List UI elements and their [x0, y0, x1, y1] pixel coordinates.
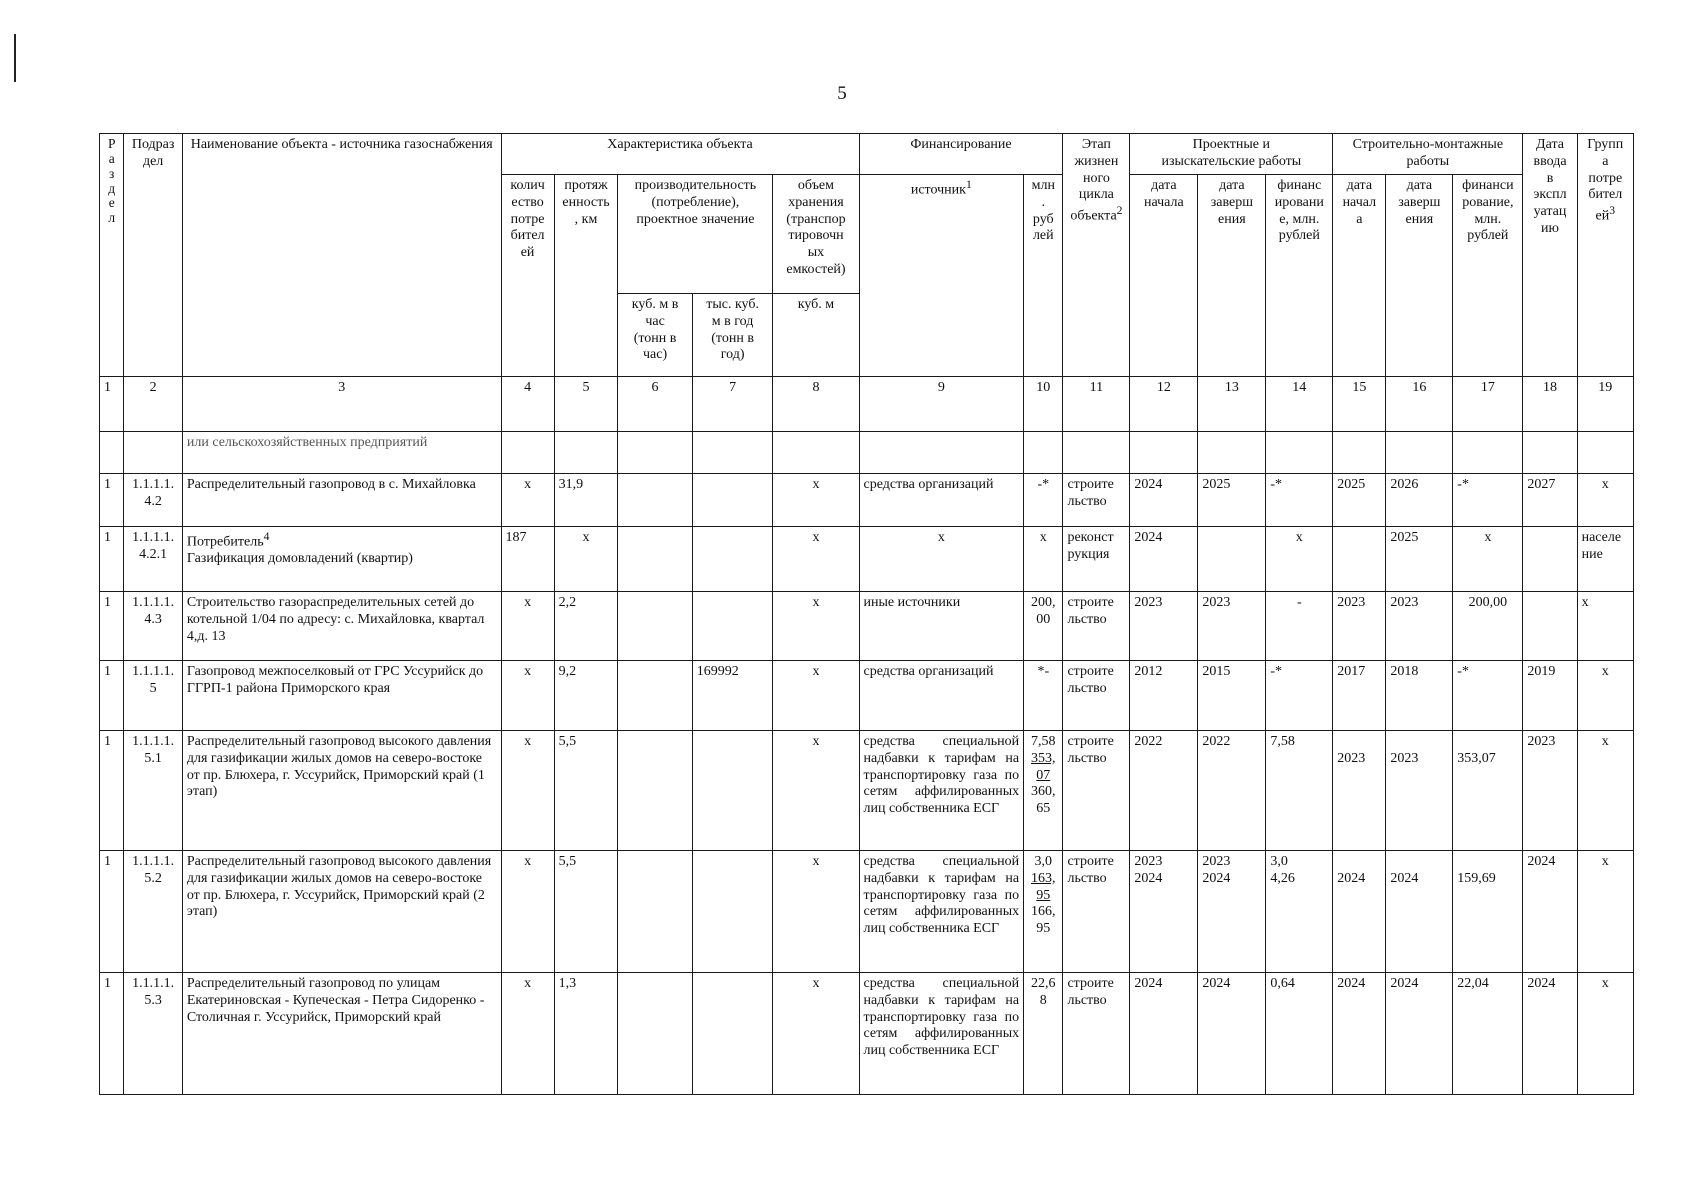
header-financing: Финансирование [859, 134, 1063, 175]
cell-object-name: Распределительный газопровод в с. Михайловка [182, 474, 501, 527]
cell-constr-end: 2026 [1386, 474, 1453, 527]
header-capacity: производительность (потребление), проектное значение [618, 175, 773, 294]
table-row [100, 851, 1634, 973]
cell-length: 1,3 [554, 973, 618, 1095]
cell-mln: -* [1024, 474, 1063, 527]
header-m3-hour: куб. м в час (тонн в час) [618, 294, 692, 377]
cell-stage: реконст рукция [1063, 527, 1130, 592]
cell-commission: 2024 [1523, 973, 1577, 1095]
cell-constr-fin: x [1453, 527, 1523, 592]
cell-stage: строите льство [1063, 661, 1130, 731]
cell-constr-start: 2017 [1333, 661, 1386, 731]
cell-constr-start: 2024 [1333, 973, 1386, 1095]
cell-m3-year [692, 973, 773, 1095]
cell-qty: x [501, 592, 554, 661]
cell-constr-fin: -* [1453, 661, 1523, 731]
cell-constr-end: 2023 [1386, 731, 1453, 851]
cell-source: иные источники [859, 592, 1024, 661]
cell-qty: x [501, 851, 554, 973]
cell-m3-year [692, 527, 773, 592]
column-number-14: 14 [1266, 377, 1333, 432]
column-number-6: 6 [618, 377, 692, 432]
column-number-5: 5 [554, 377, 618, 432]
header-stage: Этап жизнен ного цикла объекта$^2$ [1063, 134, 1130, 377]
cell-source: средства специальной надбавки к тарифам на транспортировку газа по сетям аффилированных лиц собственника ЕСГ [859, 731, 1024, 851]
cell-group: x [1577, 474, 1633, 527]
cell-m3-hour [618, 474, 692, 527]
cell-m3-year [692, 592, 773, 661]
cell-length: x [554, 527, 618, 592]
column-number-2: 2 [124, 377, 182, 432]
cell-qty: 187 [501, 527, 554, 592]
column-number-15: 15 [1333, 377, 1386, 432]
cell-razdel: 1 [100, 592, 124, 661]
cell-design-fin: 0,64 [1266, 973, 1333, 1095]
cell-m3-hour [618, 592, 692, 661]
header-design-fin: финанс ировани е, млн. рублей [1266, 175, 1333, 377]
cell-length: 5,5 [554, 851, 618, 973]
cell-subsection: 1.1.1.1. 5.3 [124, 973, 182, 1095]
cell-constr-fin: 159,69 [1453, 851, 1523, 973]
cell-object-name: Распределительный газопровод по улицам Екатериновская - Купеческая - Петра Сидоренко - Столичная г. Уссурийск, Приморский край [182, 973, 501, 1095]
cell-source: средства специальной надбавки к тарифам на транспортировку газа по сетям аффилированных лиц собственника ЕСГ [859, 973, 1024, 1095]
header-source: источник$^1$ [859, 175, 1024, 377]
cell-design-end [1198, 527, 1266, 592]
cell-storage: x [773, 973, 859, 1095]
cell-storage: x [773, 851, 859, 973]
cell-qty: x [501, 731, 554, 851]
column-number-17: 17 [1453, 377, 1523, 432]
cell-qty: x [501, 474, 554, 527]
cell-design-end: 2023 2024 [1198, 851, 1266, 973]
cell-m3-hour [618, 973, 692, 1095]
column-number-4: 4 [501, 377, 554, 432]
column-number-7: 7 [692, 377, 773, 432]
cell-source: средства организаций [859, 661, 1024, 731]
cell-group: x [1577, 661, 1633, 731]
cell-object-name: Распределительный газопровод высокого давления для газификации жилых домов на северо-востоке от пр. Блюхера, г. Уссурийск, Приморский край (1 этап) [182, 731, 501, 851]
cell-stage: строите льство [1063, 731, 1130, 851]
header-razdel: Р а з д е л [100, 134, 124, 377]
cell-group: x [1577, 973, 1633, 1095]
cell-subsection: 1.1.1.1. 4.3 [124, 592, 182, 661]
table-row [100, 527, 1634, 592]
cell-design-end: 2015 [1198, 661, 1266, 731]
header-construction: Строительно-монтажные работы [1333, 134, 1523, 175]
header-mln: млн . руб лей [1024, 175, 1063, 377]
cell-m3-year [692, 851, 773, 973]
header-m3: куб. м [773, 294, 859, 377]
cell-razdel: 1 [100, 474, 124, 527]
cell-constr-fin: 200,00 [1453, 592, 1523, 661]
cell-group: x [1577, 592, 1633, 661]
cell-design-start: 2024 [1130, 527, 1198, 592]
cell-group: x [1577, 731, 1633, 851]
column-number-3: 3 [182, 377, 501, 432]
cell-m3-year: 169992 [692, 661, 773, 731]
column-number-8: 8 [773, 377, 859, 432]
cell-design-start: 2023 2024 [1130, 851, 1198, 973]
table-row [100, 474, 1634, 527]
cell-razdel: 1 [100, 527, 124, 592]
header-constr-start: дата начал а [1333, 175, 1386, 377]
cell-m3-year [692, 731, 773, 851]
cell-mln: *- [1024, 661, 1063, 731]
cell-design-fin: -* [1266, 474, 1333, 527]
column-number-13: 13 [1198, 377, 1266, 432]
cell-stage: строите льство [1063, 592, 1130, 661]
cell-design-end: 2023 [1198, 592, 1266, 661]
cell-qty: x [501, 661, 554, 731]
cell-constr-end: 2023 [1386, 592, 1453, 661]
cell-design-start: 2024 [1130, 973, 1198, 1095]
header-length: протяж енность , км [554, 175, 618, 377]
cell-design-start: 2022 [1130, 731, 1198, 851]
cell-mln: 200, 00 [1024, 592, 1063, 661]
cell-subsection: 1.1.1.1. 5.2 [124, 851, 182, 973]
cell-stage: строите льство [1063, 851, 1130, 973]
cell-object-name: Строительство газораспределительных сетей до котельной 1/04 по адресу: с. Михайловка, квартал 4,д. 13 [182, 592, 501, 661]
table-row [100, 661, 1634, 731]
cell-storage: x [773, 474, 859, 527]
header-commission: Дата ввода в экспл уатац ию [1523, 134, 1577, 377]
cell-m3-hour [618, 527, 692, 592]
cell-design-end: 2025 [1198, 474, 1266, 527]
cell-mln: x [1024, 527, 1063, 592]
cell-commission: 2019 [1523, 661, 1577, 731]
header-m3-year: тыс. куб. м в год (тонн в год) [692, 294, 773, 377]
header-name: Наименование объекта - источника газоснабжения [182, 134, 501, 377]
cell-design-start: 2012 [1130, 661, 1198, 731]
cell-stage: строите льство [1063, 973, 1130, 1095]
column-number-1: 1 [100, 377, 124, 432]
cell-design-start: 2023 [1130, 592, 1198, 661]
cell-subsection: 1.1.1.1. 5.1 [124, 731, 182, 851]
cell-constr-fin: 353,07 [1453, 731, 1523, 851]
header-characteristics: Характеристика объекта [501, 134, 859, 175]
cell-commission: 2027 [1523, 474, 1577, 527]
cell-constr-end: 2024 [1386, 973, 1453, 1095]
cell-storage: x [773, 661, 859, 731]
continuation-row [100, 432, 1634, 474]
cell-m3-hour [618, 661, 692, 731]
cell-design-end: 2022 [1198, 731, 1266, 851]
margin-mark [14, 34, 16, 82]
cell-object-name: Распределительный газопровод высокого давления для газификации жилых домов на северо-востоке от пр. Блюхера, г. Уссурийск, Приморский край (2 этап) [182, 851, 501, 973]
header-design-start: дата начала [1130, 175, 1198, 377]
column-number-9: 9 [859, 377, 1024, 432]
cell-group: населе ние [1577, 527, 1633, 592]
cell-constr-start [1333, 527, 1386, 592]
cell-commission [1523, 592, 1577, 661]
header-podrazdel: Подраз дел [124, 134, 182, 377]
cell-qty: x [501, 973, 554, 1095]
cell-constr-start: 2024 [1333, 851, 1386, 973]
cell-m3-year [692, 474, 773, 527]
column-number-19: 19 [1577, 377, 1633, 432]
cell-razdel: 1 [100, 661, 124, 731]
cell-stage: строите льство [1063, 474, 1130, 527]
cell-mln: 7,58 353, 07 360, 65 [1024, 731, 1063, 851]
cell-razdel: 1 [100, 731, 124, 851]
header-storage: объем хранения (транспор тировочн ых емкостей) [773, 175, 859, 294]
cell-design-fin: -* [1266, 661, 1333, 731]
cell-mln: 22,6 8 [1024, 973, 1063, 1095]
page-number: 5 [837, 83, 847, 104]
cell-design-fin: - [1266, 592, 1333, 661]
table-row [100, 973, 1634, 1095]
table-row [100, 731, 1634, 851]
cell-design-fin: 3,0 4,26 [1266, 851, 1333, 973]
cell-design-end: 2024 [1198, 973, 1266, 1095]
cell-commission: 2023 [1523, 731, 1577, 851]
column-number-12: 12 [1130, 377, 1198, 432]
cell-group: x [1577, 851, 1633, 973]
cell-constr-end: 2025 [1386, 527, 1453, 592]
column-number-row [100, 377, 1634, 432]
cell-design-start: 2024 [1130, 474, 1198, 527]
cell-subsection: 1.1.1.1. 4.2.1 [124, 527, 182, 592]
cell-constr-start: 2025 [1333, 474, 1386, 527]
cell-length: 2,2 [554, 592, 618, 661]
cell-length: 9,2 [554, 661, 618, 731]
cell-constr-fin: 22,04 [1453, 973, 1523, 1095]
column-number-18: 18 [1523, 377, 1577, 432]
cell-commission: 2024 [1523, 851, 1577, 973]
investment-table [99, 133, 1634, 1095]
cell-constr-end: 2024 [1386, 851, 1453, 973]
cell-object-name: Потребитель$^4$ Газификация домовладений (квартир) [182, 527, 501, 592]
cell-storage: x [773, 527, 859, 592]
cell-subsection: 1.1.1.1. 5 [124, 661, 182, 731]
continuation-text: или сельскохозяйственных предприятий [182, 432, 501, 474]
cell-mln: 3,0 163, 95 166, 95 [1024, 851, 1063, 973]
cell-source: x [859, 527, 1024, 592]
cell-length: 31,9 [554, 474, 618, 527]
cell-design-fin: x [1266, 527, 1333, 592]
header-group: Групп а потре бител $ей^3$ [1577, 134, 1633, 377]
header-design-end: дата заверш ения [1198, 175, 1266, 377]
cell-design-fin: 7,58 [1266, 731, 1333, 851]
cell-source: средства организаций [859, 474, 1024, 527]
cell-constr-end: 2018 [1386, 661, 1453, 731]
cell-object-name: Газопровод межпоселковый от ГРС Уссурийск до ГГРП-1 района Приморского края [182, 661, 501, 731]
header-constr-fin: финанси рование, млн. рублей [1453, 175, 1523, 377]
cell-storage: x [773, 731, 859, 851]
cell-m3-hour [618, 851, 692, 973]
cell-source: средства специальной надбавки к тарифам на транспортировку газа по сетям аффилированных лиц собственника ЕСГ [859, 851, 1024, 973]
cell-razdel: 1 [100, 851, 124, 973]
cell-constr-start: 2023 [1333, 592, 1386, 661]
cell-constr-start: 2023 [1333, 731, 1386, 851]
cell-subsection: 1.1.1.1. 4.2 [124, 474, 182, 527]
table-row [100, 592, 1634, 661]
cell-constr-fin: -* [1453, 474, 1523, 527]
header-qty: колич ество потре бител ей [501, 175, 554, 377]
cell-length: 5,5 [554, 731, 618, 851]
cell-m3-hour [618, 731, 692, 851]
column-number-11: 11 [1063, 377, 1130, 432]
column-number-10: 10 [1024, 377, 1063, 432]
header-design: Проектные и изыскательские работы [1130, 134, 1333, 175]
cell-razdel: 1 [100, 973, 124, 1095]
cell-commission [1523, 527, 1577, 592]
cell-storage: x [773, 592, 859, 661]
column-number-16: 16 [1386, 377, 1453, 432]
header-constr-end: дата заверш ения [1386, 175, 1453, 377]
